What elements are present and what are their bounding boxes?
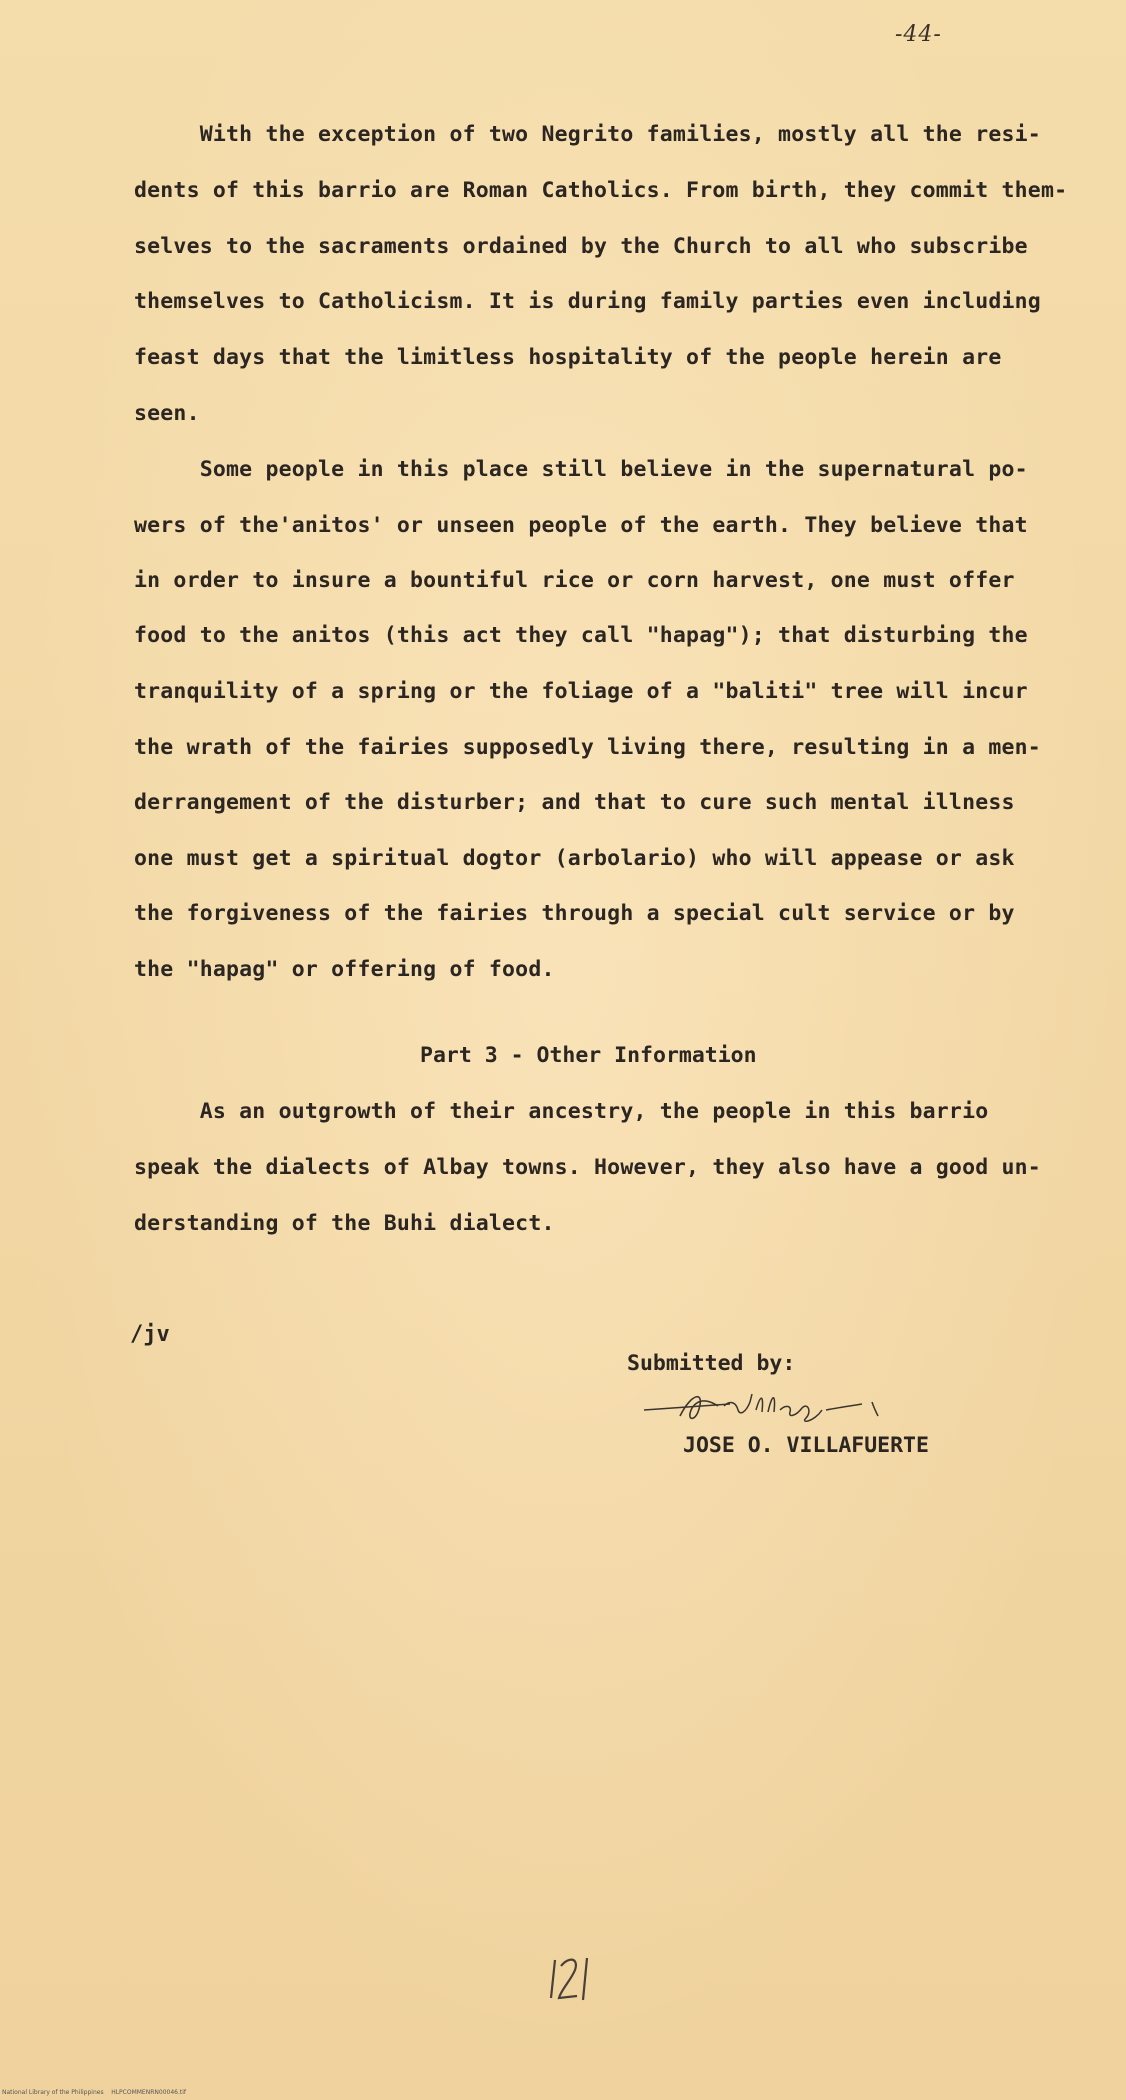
typist-initials: /jv bbox=[130, 1322, 170, 1347]
text-line: Some people in this place still believe in the supernatural po- bbox=[134, 457, 1028, 482]
text-line: tranquility of a spring or the foliage of a "baliti" tree will incur bbox=[134, 679, 1028, 704]
text-line: derstanding of the Buhi dialect. bbox=[134, 1211, 555, 1236]
folio-number bbox=[547, 1952, 607, 2004]
text-line: derrangement of the disturber; and that to cure such mental illness bbox=[134, 790, 1015, 815]
submitted-label: Submitted by: bbox=[627, 1351, 796, 1376]
text-line: one must get a spiritual dogtor (arbolario) who will appease or ask bbox=[134, 846, 1015, 871]
text-line: selves to the sacraments ordained by the Church to all who subscribe bbox=[134, 234, 1028, 259]
signatory-name: JOSE O. VILLAFUERTE bbox=[683, 1433, 929, 1458]
text-line: seen. bbox=[134, 401, 200, 426]
text-line: in order to insure a bountiful rice or corn harvest, one must offer bbox=[134, 568, 1015, 593]
text-line: feast days that the limitless hospitality of the people herein are bbox=[134, 345, 1002, 370]
signature bbox=[640, 1382, 910, 1432]
text-line: wers of the'anitos' or unseen people of the earth. They believe that bbox=[134, 513, 1028, 538]
page-number: -44- bbox=[895, 22, 942, 47]
text-line: the forgiveness of the fairies through a special cult service or by bbox=[134, 901, 1015, 926]
footer-text: National Library of the Philippines HLPCOMMENRN00046.tif bbox=[2, 2089, 186, 2096]
text-line: With the exception of two Negrito families, mostly all the resi- bbox=[134, 122, 1041, 147]
text-line: the "hapag" or offering of food. bbox=[134, 957, 555, 982]
text-line: speak the dialects of Albay towns. However, they also have a good un- bbox=[134, 1155, 1041, 1180]
text-line: the wrath of the fairies supposedly living there, resulting in a men- bbox=[134, 735, 1041, 760]
text-line: themselves to Catholicism. It is during family parties even including bbox=[134, 289, 1041, 314]
text-line: As an outgrowth of their ancestry, the people in this barrio bbox=[134, 1099, 989, 1124]
section-heading: Part 3 - Other Information bbox=[420, 1043, 757, 1068]
text-line: dents of this barrio are Roman Catholics. From birth, they commit them- bbox=[134, 178, 1068, 203]
text-line: food to the anitos (this act they call "hapag"); that disturbing the bbox=[134, 623, 1028, 648]
